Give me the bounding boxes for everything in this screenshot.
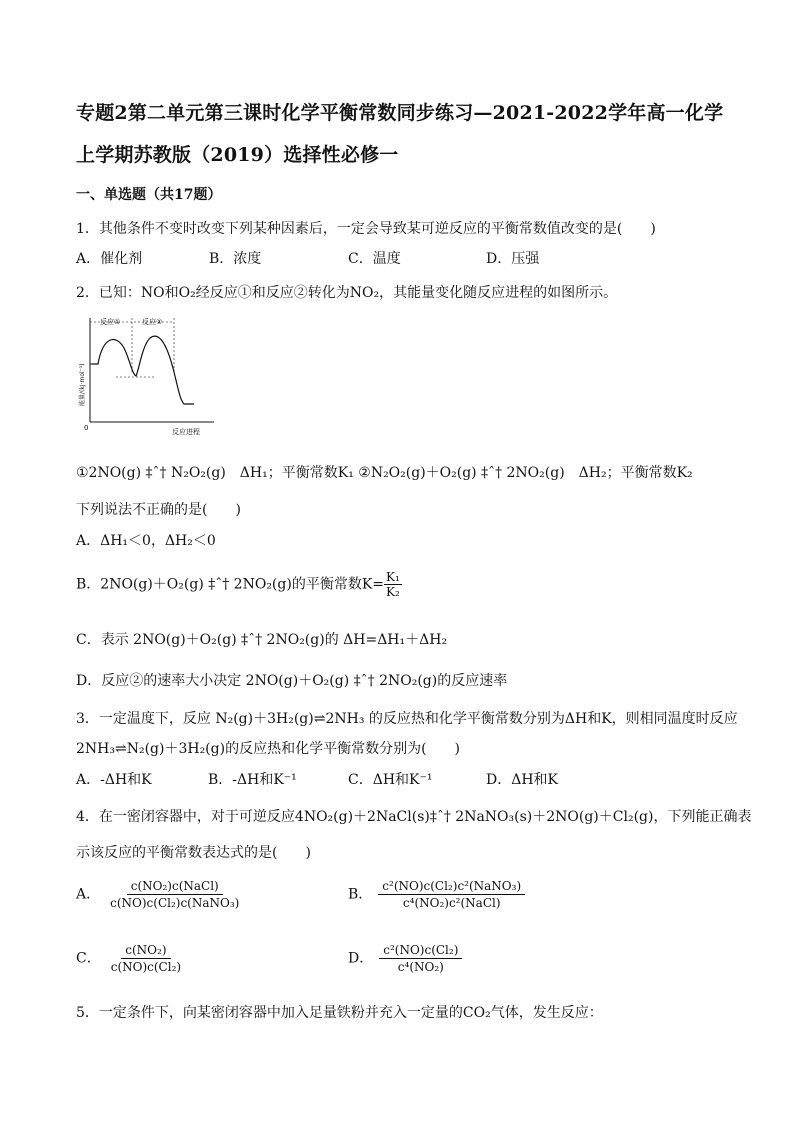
question-4-option-a-fraction xyxy=(106,878,243,911)
energy-diagram-label-r2: 反应② xyxy=(142,318,163,326)
energy-diagram-ylabel: 能量/(kJ·mol⁻¹) xyxy=(79,363,86,406)
question-4-option-c xyxy=(76,942,185,975)
question-2-option-b xyxy=(76,570,402,599)
question-2-option-b-denominator: K₂ xyxy=(386,585,400,599)
question-5-stem: 5．一定条件下，向某密闭容器中加入足量铁粉并充入一定量的CO₂气体，发生反应： xyxy=(76,1005,603,1021)
question-4-option-b-denominator: c⁴(NO₂)c²(NaCl) xyxy=(402,896,501,910)
question-4-option-a-denominator: c(NO)c(Cl₂)c(NaNO₃) xyxy=(110,896,240,910)
question-4-option-d xyxy=(348,942,462,975)
question-3-stem-line-2: 2NH₃⇌N₂(g)＋3H₂(g)的反应热和化学平衡常数分别为( ) xyxy=(76,741,460,757)
energy-diagram-label-r1: 反应① xyxy=(100,318,121,326)
question-4-option-a-label: A． xyxy=(76,886,101,903)
question-4-option-c-numerator: c(NO₂) xyxy=(121,942,170,959)
question-2-option-b-fraction xyxy=(384,570,402,599)
question-2-option-b-numerator: K₁ xyxy=(386,570,400,584)
document-title: 专题2第二单元第三课时化学平衡常数同步练习—2021-2022学年高一化学上学期苏教版（2019）选择性必修一 xyxy=(76,102,724,166)
question-3-stem-line-1: 3．一定温度下，反应 N₂(g)＋3H₂(g)⇌2NH₃ 的反应热和化学平衡常数分别为ΔH和K，则相同温度时反应 xyxy=(76,711,738,727)
question-2-option-c: C．表示 2NO(g)＋O₂(g) ‡ˆ† 2NO₂(g)的 ΔH=ΔH₁＋ΔH₂ xyxy=(76,632,448,648)
question-1-option-c: C．温度 xyxy=(348,251,401,267)
question-3-option-a: A．-ΔH和K xyxy=(76,772,152,788)
question-2-prompt: 下列说法不正确的是( ) xyxy=(76,502,241,518)
question-4-option-c-fraction xyxy=(107,942,185,975)
energy-diagram-xlabel: 反应进程 xyxy=(172,428,200,436)
question-1-option-a: A．催化剂 xyxy=(76,251,143,267)
energy-diagram xyxy=(72,314,220,438)
question-1-option-b: B．浓度 xyxy=(209,251,262,267)
question-4-option-d-numerator: c²(NO)c(Cl₂) xyxy=(379,942,462,959)
section-heading: 一、单选题（共17题） xyxy=(76,187,222,203)
question-3-option-d: D．ΔH和K xyxy=(486,772,559,788)
question-2-option-b-text: B．2NO(g)＋O₂(g) ‡ˆ† 2NO₂(g)的平衡常数K= xyxy=(76,576,385,593)
question-4-option-a-numerator: c(NO₂)c(NaCl) xyxy=(127,878,223,895)
energy-diagram-origin: 0 xyxy=(84,424,89,432)
question-4-option-c-label: C． xyxy=(76,950,101,967)
question-1-stem: 1．其他条件不变时改变下列某种因素后，一定会导致某可逆反应的平衡常数值改变的是( ) xyxy=(76,221,656,237)
question-1-option-d: D．压强 xyxy=(486,251,540,267)
question-3-option-b: B．-ΔH和K⁻¹ xyxy=(208,772,297,788)
question-4-option-d-fraction xyxy=(379,942,462,975)
question-4-option-b-label: B． xyxy=(348,886,373,903)
question-2-reactions: ①2NO(g) ‡ˆ† N₂O₂(g) ΔH₁；平衡常数K₁ ②N₂O₂(g)＋O₂(g) ‡ˆ† 2NO₂(g) ΔH₂；平衡常数K₂ xyxy=(76,465,693,481)
question-4-option-d-denominator: c⁴(NO₂) xyxy=(397,960,444,974)
question-4-option-c-denominator: c(NO)c(Cl₂) xyxy=(110,960,182,974)
question-2-stem: 2．已知：NO和O₂经反应①和反应②转化为NO₂，其能量变化随反应进程的如图所示。 xyxy=(76,285,618,301)
question-4-option-b xyxy=(348,878,525,911)
question-4-option-d-label: D． xyxy=(348,950,374,967)
question-2-option-a: A．ΔH₁＜0，ΔH₂＜0 xyxy=(76,533,216,549)
question-3-option-c: C．ΔH和K⁻¹ xyxy=(348,772,433,788)
question-4-stem-line-1: 4．在一密闭容器中，对于可逆反应4NO₂(g)＋2NaCl(s)‡ˆ† 2NaNO₃(s)＋2NO(g)＋Cl₂(g)，下列能正确表 xyxy=(76,809,752,825)
question-4-stem-line-2: 示该反应的平衡常数表达式的是( ) xyxy=(76,845,311,861)
energy-diagram-curve xyxy=(92,336,194,404)
question-4-option-b-numerator: c²(NO)c(Cl₂)c²(NaNO₃) xyxy=(378,878,525,895)
question-2-option-d: D．反应②的速率大小决定 2NO(g)＋O₂(g) ‡ˆ† 2NO₂(g)的反应速率 xyxy=(76,673,508,689)
question-4-option-b-fraction xyxy=(378,878,525,911)
question-4-option-a xyxy=(76,878,243,911)
